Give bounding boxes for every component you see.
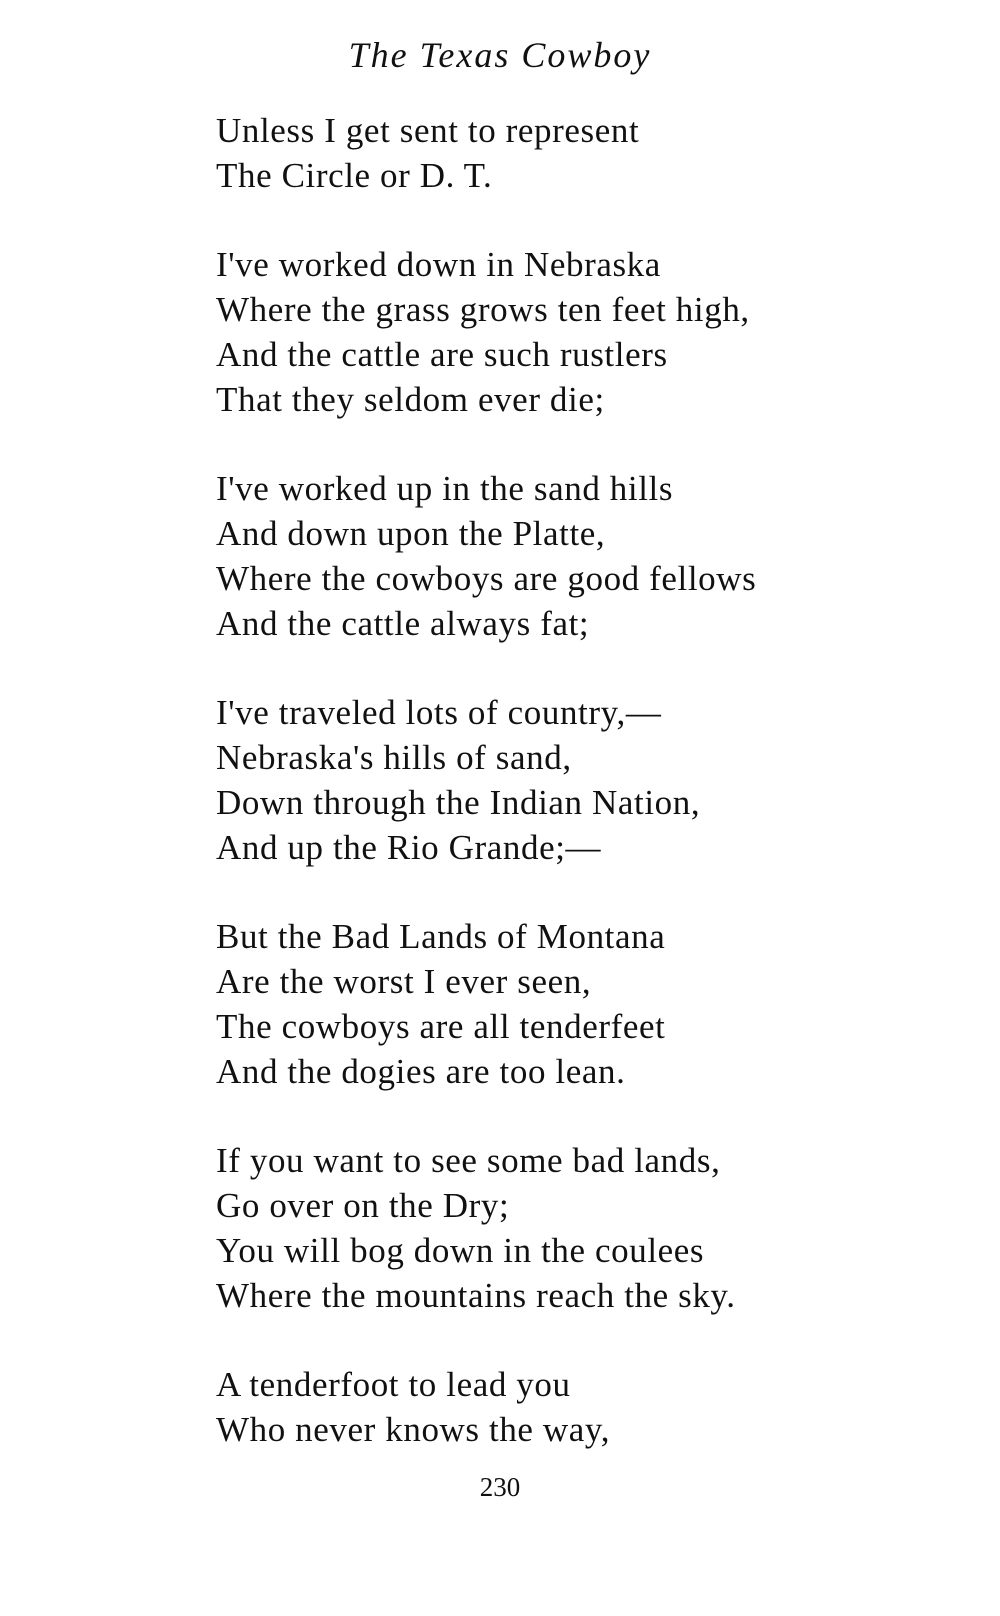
poem-line: I've traveled lots of country,— [216, 693, 662, 732]
poem-line: And the cattle are such rustlers [216, 335, 668, 374]
poem-line: Who never knows the way, [216, 1410, 611, 1449]
stanza [216, 1362, 956, 1452]
running-head: The Texas Cowboy [348, 35, 652, 75]
poem-line: Where the grass grows ten feet high, [216, 290, 750, 329]
poem-body [216, 108, 956, 1496]
poem-line: Are the worst I ever seen, [216, 962, 592, 1001]
poem-line: The Circle or D. T. [216, 156, 493, 195]
poem-line: Where the cowboys are good fellows [216, 559, 757, 598]
stanza [216, 242, 956, 422]
page-number: 230 [479, 1472, 521, 1502]
poem-line: You will bog down in the coulees [216, 1231, 705, 1270]
poem-line: But the Bad Lands of Montana [216, 917, 666, 956]
poem-line: And the cattle always fat; [216, 604, 590, 643]
poem-line: And down upon the Platte, [216, 514, 606, 553]
poem-line: Down through the Indian Nation, [216, 783, 701, 822]
poem-line: If you want to see some bad lands, [216, 1141, 721, 1180]
poem-line: The cowboys are all tenderfeet [216, 1007, 666, 1046]
stanza [216, 690, 956, 870]
stanza [216, 108, 956, 198]
stanza [216, 914, 956, 1094]
poem-line: A tenderfoot to lead you [216, 1365, 571, 1404]
stanza [216, 466, 956, 646]
poem-line: And the dogies are too lean. [216, 1052, 626, 1091]
poem-line: Where the mountains reach the sky. [216, 1276, 736, 1315]
poem-line: Nebraska's hills of sand, [216, 738, 572, 777]
poem-line: That they seldom ever die; [216, 380, 605, 419]
poem-line: And up the Rio Grande;— [216, 828, 602, 867]
poem-line: I've worked up in the sand hills [216, 469, 674, 508]
stanza [216, 1138, 956, 1318]
poem-line: Unless I get sent to represent [216, 111, 640, 150]
poem-line: Go over on the Dry; [216, 1186, 510, 1225]
poem-line: I've worked down in Nebraska [216, 245, 661, 284]
